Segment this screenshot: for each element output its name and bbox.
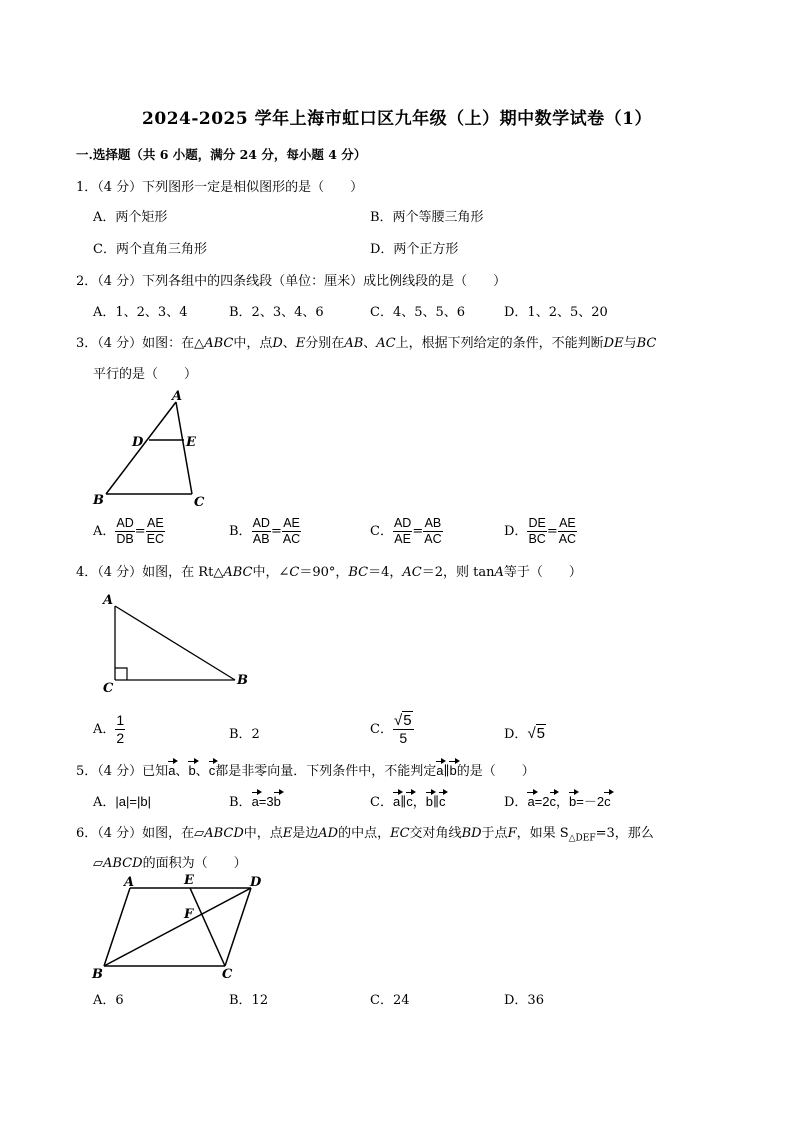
q6-stem-line2: ▱ABCD的面积为（ ） — [93, 856, 247, 871]
q3-label-a: A — [172, 389, 183, 404]
page-title: 2024-2025 学年上海市虹口区九年级（上）期中数学试卷（1） — [142, 109, 652, 129]
q6-stem: 6．（4 分）如图，在▱ABCD中，点E是边AD的中点，EC交对角线BD于点F，如果 $S_{\triangle DEF}=3$，那么 — [76, 826, 654, 844]
q4-label-c: C — [103, 681, 114, 696]
q2-option-a: A．1、2、3、4 — [93, 305, 188, 320]
q2-stem: 2．（4 分）下列各组中的四条线段（单位：厘米）成比例线段的是（ ） — [76, 274, 507, 289]
q4-label-b: B — [237, 673, 248, 688]
q4-option-a: A． $\frac{1}{2}$ — [93, 712, 125, 746]
q6-option-c: C．24 — [370, 993, 410, 1008]
q6-label-b: B — [92, 967, 103, 982]
q4-option-c: C． $\frac{√5}{5}$ — [370, 712, 412, 746]
q6-segment-ec — [190, 888, 225, 966]
q3-label-e: E — [186, 435, 196, 450]
q3-option-c: C． $\frac{AD}{AE}$ = $\frac{AB}{AC}$ — [370, 516, 442, 546]
q4-side-ab — [115, 606, 235, 680]
q2-option-d: D．1、2、5、20 — [504, 305, 608, 320]
q6-label-c: C — [222, 967, 233, 982]
q4-stem: 4．（4 分）如图，在 Rt△ABC中，∠C＝90°，BC＝4，AC＝2，则 tanA等于（ ） — [76, 565, 582, 580]
q1-option-d: D．两个正方形 — [370, 242, 459, 257]
q3-label-b: B — [93, 493, 104, 508]
q3-stem-line2: 平行的是（ ） — [93, 367, 198, 382]
q6-parallelogram-figure — [88, 870, 273, 982]
q1-option-b: B．两个等腰三角形 — [370, 210, 484, 225]
q5-option-c: C．a∥c，b∥c — [370, 791, 445, 810]
q6-label-d: D — [250, 875, 262, 890]
q6-option-d: D．36 — [504, 993, 544, 1008]
q6-option-a: A．6 — [93, 993, 124, 1008]
q5-option-a: A．|a|=|b| — [93, 794, 151, 810]
q3-stem: 3．（4 分）如图：在△ABC中，点D、E分别在AB、AC上，根据下列给定的条件，不能判断DE与BC — [76, 336, 657, 351]
q3-option-a: A． $\frac{AD}{DB}$ = $\frac{AE}{EC}$ — [93, 516, 165, 546]
q3-label-d: D — [132, 435, 144, 450]
q1-option-a: A．两个矩形 — [93, 210, 168, 225]
q6-option-b: B．12 — [229, 993, 269, 1008]
q3-option-d: D． $\frac{DE}{BC}$ = $\frac{AE}{AC}$ — [504, 516, 577, 546]
q3-label-c: C — [194, 495, 205, 510]
q6-label-a: A — [124, 875, 135, 890]
q4-right-triangle-figure — [95, 588, 265, 698]
q1-option-c: C．两个直角三角形 — [93, 242, 207, 257]
q4-label-a: A — [103, 593, 114, 608]
q6-label-f: F — [184, 907, 194, 922]
q3-option-b: B． $\frac{AD}{AB}$ = $\frac{AE}{AC}$ — [229, 516, 301, 546]
section-heading: 一.选择题（共 6 小题，满分 24 分，每小题 4 分） — [76, 147, 367, 162]
q4-option-d: D．√5 — [504, 725, 546, 742]
q4-option-b: B．2 — [229, 727, 260, 742]
q5-option-b: B．a=3b — [229, 791, 281, 810]
q5-stem: 5．（4 分）已知a、b、c都是非零向量．下列条件中，不能判定a∥b的是（ ） — [76, 760, 535, 779]
q5-option-d: D．a=2c，b=－2c — [504, 791, 611, 810]
q6-label-e: E — [184, 873, 194, 888]
q3-triangle-figure — [90, 388, 215, 510]
q1-stem: 1．（4 分）下列图形一定是相似图形的是（ ） — [76, 180, 364, 195]
q4-right-angle-mark — [115, 668, 127, 680]
q2-option-c: C．4、5、5、6 — [370, 305, 466, 320]
q2-option-b: B．2、3、4、6 — [229, 305, 324, 320]
